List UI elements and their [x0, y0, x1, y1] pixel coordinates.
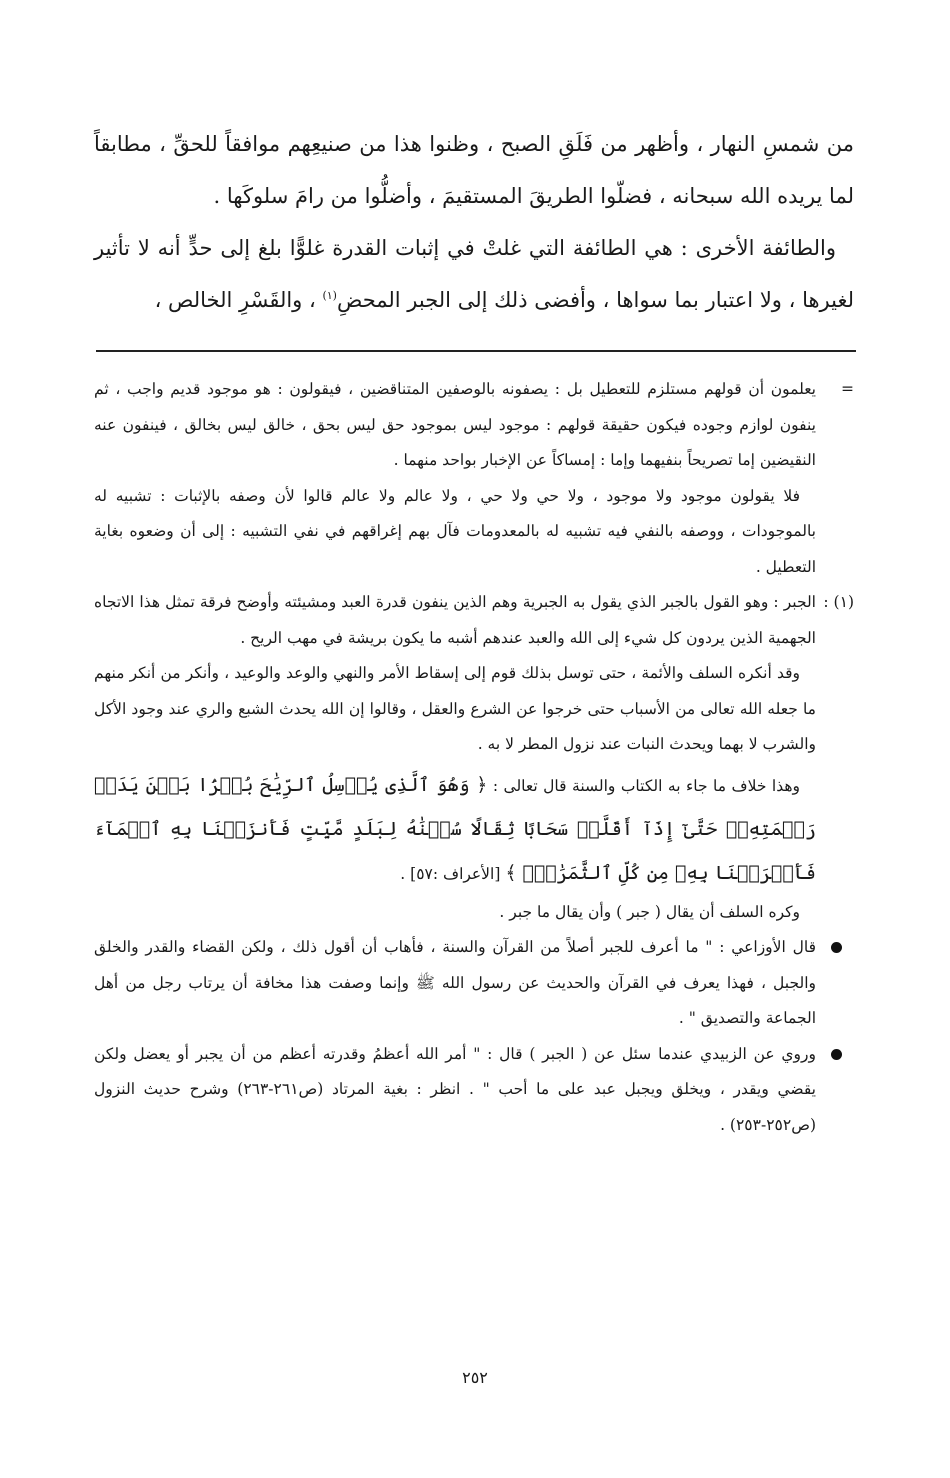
- footnote-continuation-p2: فلا يقولون موجود ولا موجود ، ولا حي ولا حي ، ولا عالم ولا عالم قالوا لأن وصفه بالإثبات : تشبيه له بالموجودات ، ووصفه بالنفي فيه تشبيه له بالمعدومات فآل بهم إغراقهم في نفي التشبيه : إلى أن وضعوه بغاية التعطيل .: [94, 486, 816, 576]
- page-number: ٢٥٢: [462, 1368, 488, 1387]
- continuation-marker: =: [841, 380, 854, 398]
- bullet-icon: [831, 942, 842, 953]
- footnote-1-p3-intro: وهذا خلاف ما جاء به الكتاب والسنة قال تعالى :: [492, 776, 801, 795]
- bullet-item-2-text: وروي عن الزبيدي عندما سئل عن ( الجبر ) قال : " أمر الله أعظمُ وقدرته أعظم من أن يجبر أو يعضل ولكن يقضي ويقدر ، ويخلق ويجبل عبد على ما أحب " . انظر : بغية المرتاد (ص٢٦١-٢٦٣) وشرح حديث النزول (ص٢٥٢-٢٥٣) .: [94, 1044, 816, 1134]
- footnote-separator: [96, 350, 856, 352]
- quran-verse: ﴿ وَهُوَ ٱلَّذِى يُرۡسِلُ ٱلرِّيَٰحَ بُشۡرَۢا بَيۡنَ يَدَىۡ رَحۡمَتِهِۦۖ حَتَّىٰٓ إِذَآ أَقَلَّتۡ سَحَابًا ثِقَالًا سُقۡنَٰهُ لِبَلَدٍ مَّيِّتٍ فَأَنزَلۡنَا بِهِ ٱلۡمَآءَ فَأَخۡرَجۡنَا بِهِۦ مِن كُلِّ ٱلثَّمَرَٰتِۚ ﴾: [94, 773, 816, 884]
- footnote-1: [94, 585, 854, 930]
- footnote-1-marker: (١) :: [823, 593, 854, 611]
- footnote-reference: (١): [322, 289, 337, 302]
- main-paragraph-1: من شمسِ النهار ، وأظهر من فَلَقِ الصبح ، وظنوا هذا من صنيعِهم موافقاً للحقِّ ، مطابقاً لما يريده الله سبحانه ، فضلّوا الطريقَ المستقيمَ ، وأضلُّوا من رامَ سلوكَها .: [94, 132, 854, 208]
- footnote-continuation-p1: يعلمون أن قولهم مستلزم للتعطيل بل : يصفونه بالوصفين المتناقضين ، فيقولون : هو موجود قديم واجب ، ثم ينفون لوازم وجوده فيكون حقيقة قولهم : موجود ليس بموجود حق ليس بحق ، خالق ليس بخالق ، فينفون عنه النقيضين إما تصريحاً بنفيهما وإما : إمساكاً عن الإخبار بواحد منهما .: [94, 380, 816, 469]
- bullet-item-1-text: قال الأوزاعي : " ما أعرف للجبر أصلاً من القرآن والسنة ، فأهاب أن أقول ذلك ، ولكن القضاء والقدر والخلق والجبل ، فهذا يعرف في القرآن والحديث عن رسول الله ﷺ وإنما وصفت هذا مخافة أن يرتاب رجل من أهل الجماعة والتصديق " .: [94, 938, 816, 1027]
- bullet-item-1: [94, 930, 854, 1037]
- main-text: [94, 118, 854, 326]
- bullet-item-2: [94, 1037, 854, 1144]
- footnotes: [94, 372, 854, 1143]
- footnote-1-p4: وكره السلف أن يقال ( جبر ) وأن يقال ما جبر .: [499, 902, 800, 921]
- main-paragraph-2-text: والطائفة الأخرى : هي الطائفة التي غلتْ في إثبات القدرة غلوًّا بلغ إلى حدٍّ أنه لا تأثير لغيرها ، ولا اعتبار بما سواها ، وأفضى ذلك إلى الجبر المحضِ: [94, 236, 854, 312]
- footnote-continuation: [94, 372, 854, 585]
- footnote-1-p2: وقد أنكره السلف والأئمة ، حتى توسل بذلك قوم إلى إسقاط الأمر والنهي والوعد والوعيد ، وأنكر من أنكر منهم ما جعله الله تعالى من الأسباب حتى خرجوا عن الشرع والعقل ، وقالوا إن الله يحدث الشبع والري عند وجود الأكل والشرب لا بهما ويحدث النبات عند نزول المطر لا به .: [94, 664, 816, 753]
- bullet-icon: [831, 1049, 842, 1060]
- main-paragraph-2-end: ، والقَسْرِ الخالص ،: [154, 288, 323, 312]
- footnote-1-p1: الجبر : وهو القول بالجبر الذي يقول به الجبرية وهم الذين ينفون قدرة العبد ومشيئته وأوضح فرقة تمثل هذا الاتجاه الجهمية الذين يردون كل شيء إلى الله والعبد عندهم أشبه ما يكون بريشة في مهب الريح .: [94, 593, 816, 647]
- footnote-1-p3: [94, 763, 816, 895]
- quran-citation: [الأعراف :٥٧] .: [400, 864, 501, 883]
- main-paragraph-2: [94, 222, 854, 326]
